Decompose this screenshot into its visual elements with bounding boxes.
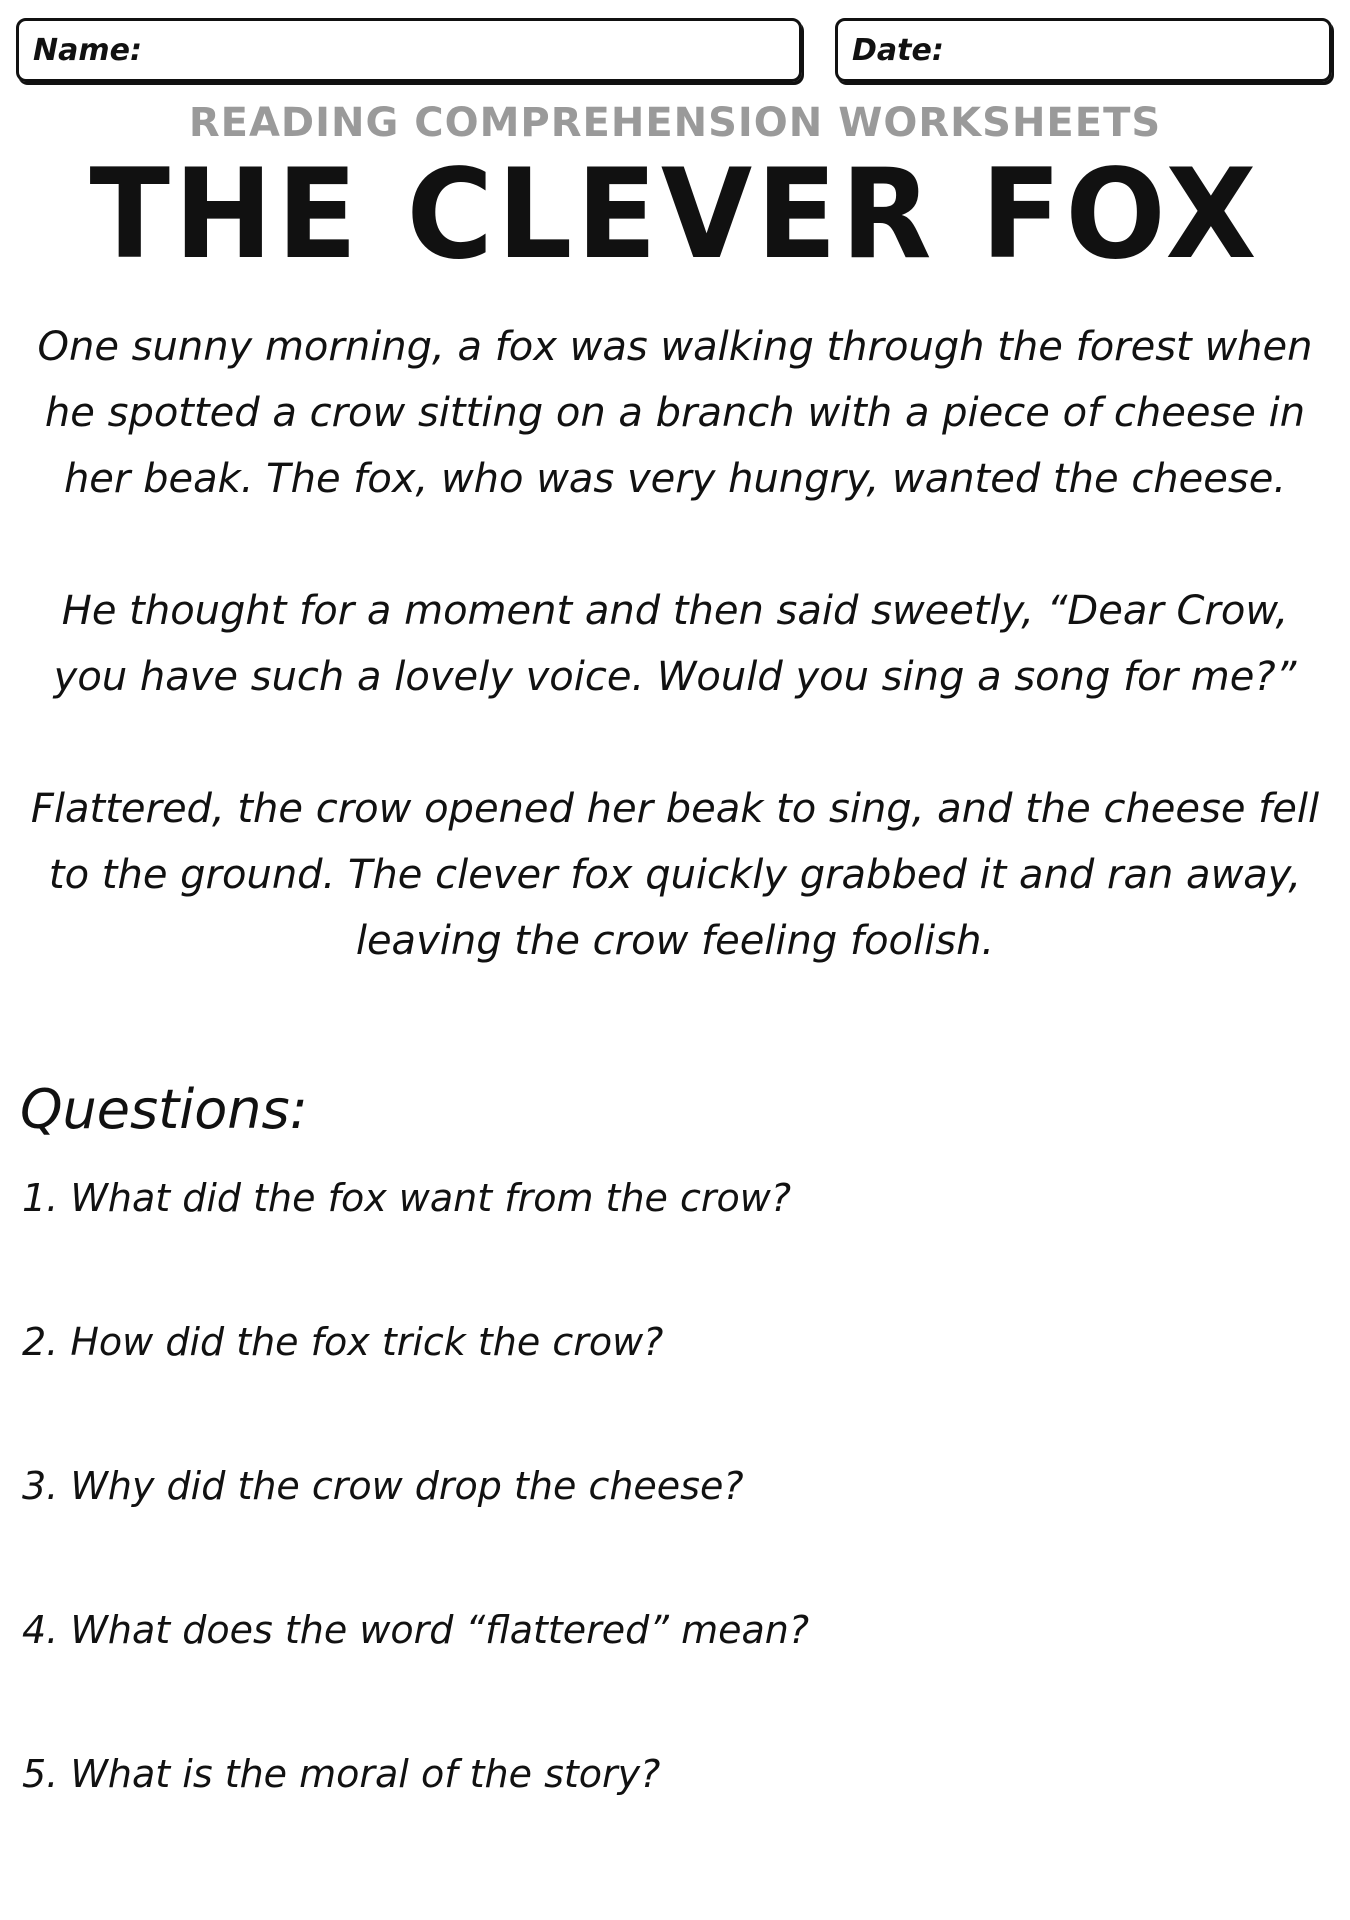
story-text <box>30 314 1320 1040</box>
name-input-area[interactable] <box>148 32 785 68</box>
question-item: 1. What did the fox want from the crow? <box>22 1176 791 1220</box>
worksheet-subtitle: READING COMPREHENSION WORKSHEETS <box>188 100 1162 146</box>
question-list <box>22 1170 1322 1890</box>
name-label: Name: <box>33 32 142 68</box>
date-field-box[interactable] <box>835 18 1332 82</box>
story-paragraph: He thought for a moment and then said sweetly, “Dear Crow, you have such a lovely voice. Would you sing a song for me?” <box>53 588 1297 700</box>
question-item: 4. What does the word “flattered” mean? <box>22 1608 809 1652</box>
question-item: 2. How did the fox trick the crow? <box>22 1320 664 1364</box>
question-item: 5. What is the moral of the story? <box>22 1752 661 1796</box>
date-label: Date: <box>852 32 944 68</box>
story-paragraph: One sunny morning, a fox was walking through the forest when he spotted a crow sitting on a branch with a piece of cheese in her beak. The fox, who was very hungry, wanted the cheese. <box>37 324 1313 502</box>
story-paragraph: Flattered, the crow opened her beak to sing, and the cheese fell to the ground. The clever fox quickly grabbed it and ran away, leaving the crow feeling foolish. <box>30 786 1320 964</box>
date-input-area[interactable] <box>950 32 1315 68</box>
name-field-box[interactable] <box>16 18 802 82</box>
question-item: 3. Why did the crow drop the cheese? <box>22 1464 744 1508</box>
story-title: THE CLEVER FOX <box>89 141 1261 287</box>
questions-heading: Questions: <box>20 1078 308 1141</box>
